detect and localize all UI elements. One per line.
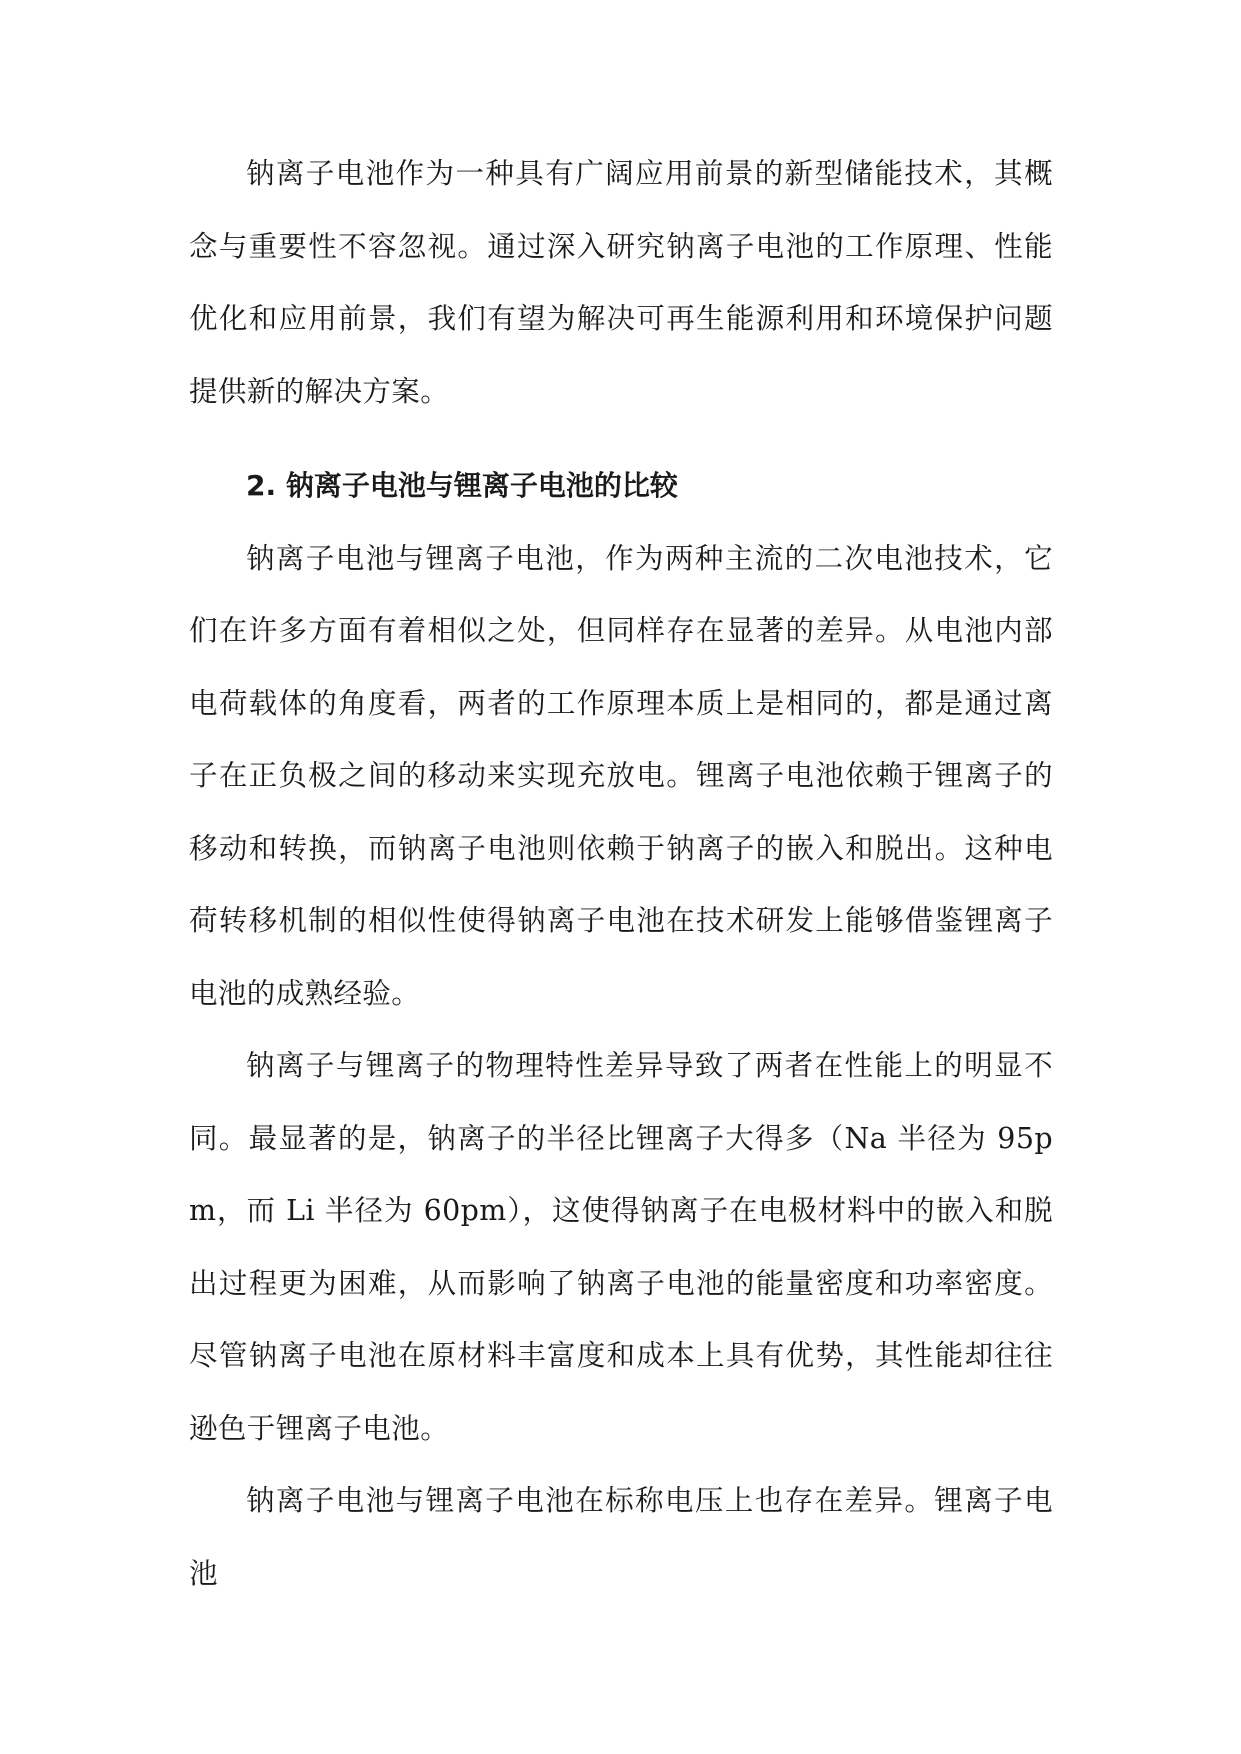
paragraph-comparison-physics: 钠离子与锂离子的物理特性差异导致了两者在性能上的明显不同。最显著的是，钠离子的半径比锂离子大得多（Na 半径为 95pm，而 Li 半径为 60pm），这使得钠离子在电极材料中的嵌入和脱出过程更为困难，从而影响了钠离子电池的能量密度和功率密度。尽管钠离子电池在原材料丰富度和成本上具有优势，其性能却往往逊色于锂离子电池。 [189,1049,1053,1445]
paragraph-comparison-voltage: 钠离子电池与锂离子电池在标称电压上也存在差异。锂离子电池 [189,1484,1053,1590]
document-body [189,138,1053,1610]
paragraph-comparison-principle: 钠离子电池与锂离子电池，作为两种主流的二次电池技术，它们在许多方面有着相似之处，但同样存在显著的差异。从电池内部电荷载体的角度看，两者的工作原理本质上是相同的，都是通过离子在正负极之间的移动来实现充放电。锂离子电池依赖于锂离子的移动和转换，而钠离子电池则依赖于钠离子的嵌入和脱出。这种电荷转移机制的相似性使得钠离子电池在技术研发上能够借鉴锂离子电池的成熟经验。 [189,541,1053,1010]
paragraph-intro: 钠离子电池作为一种具有广阔应用前景的新型储能技术，其概念与重要性不容忽视。通过深入研究钠离子电池的工作原理、性能优化和应用前景，我们有望为解决可再生能源利用和环境保护问题提供新的解决方案。 [189,157,1053,408]
section-heading: 2. 钠离子电池与锂离子电池的比较 [246,469,678,502]
